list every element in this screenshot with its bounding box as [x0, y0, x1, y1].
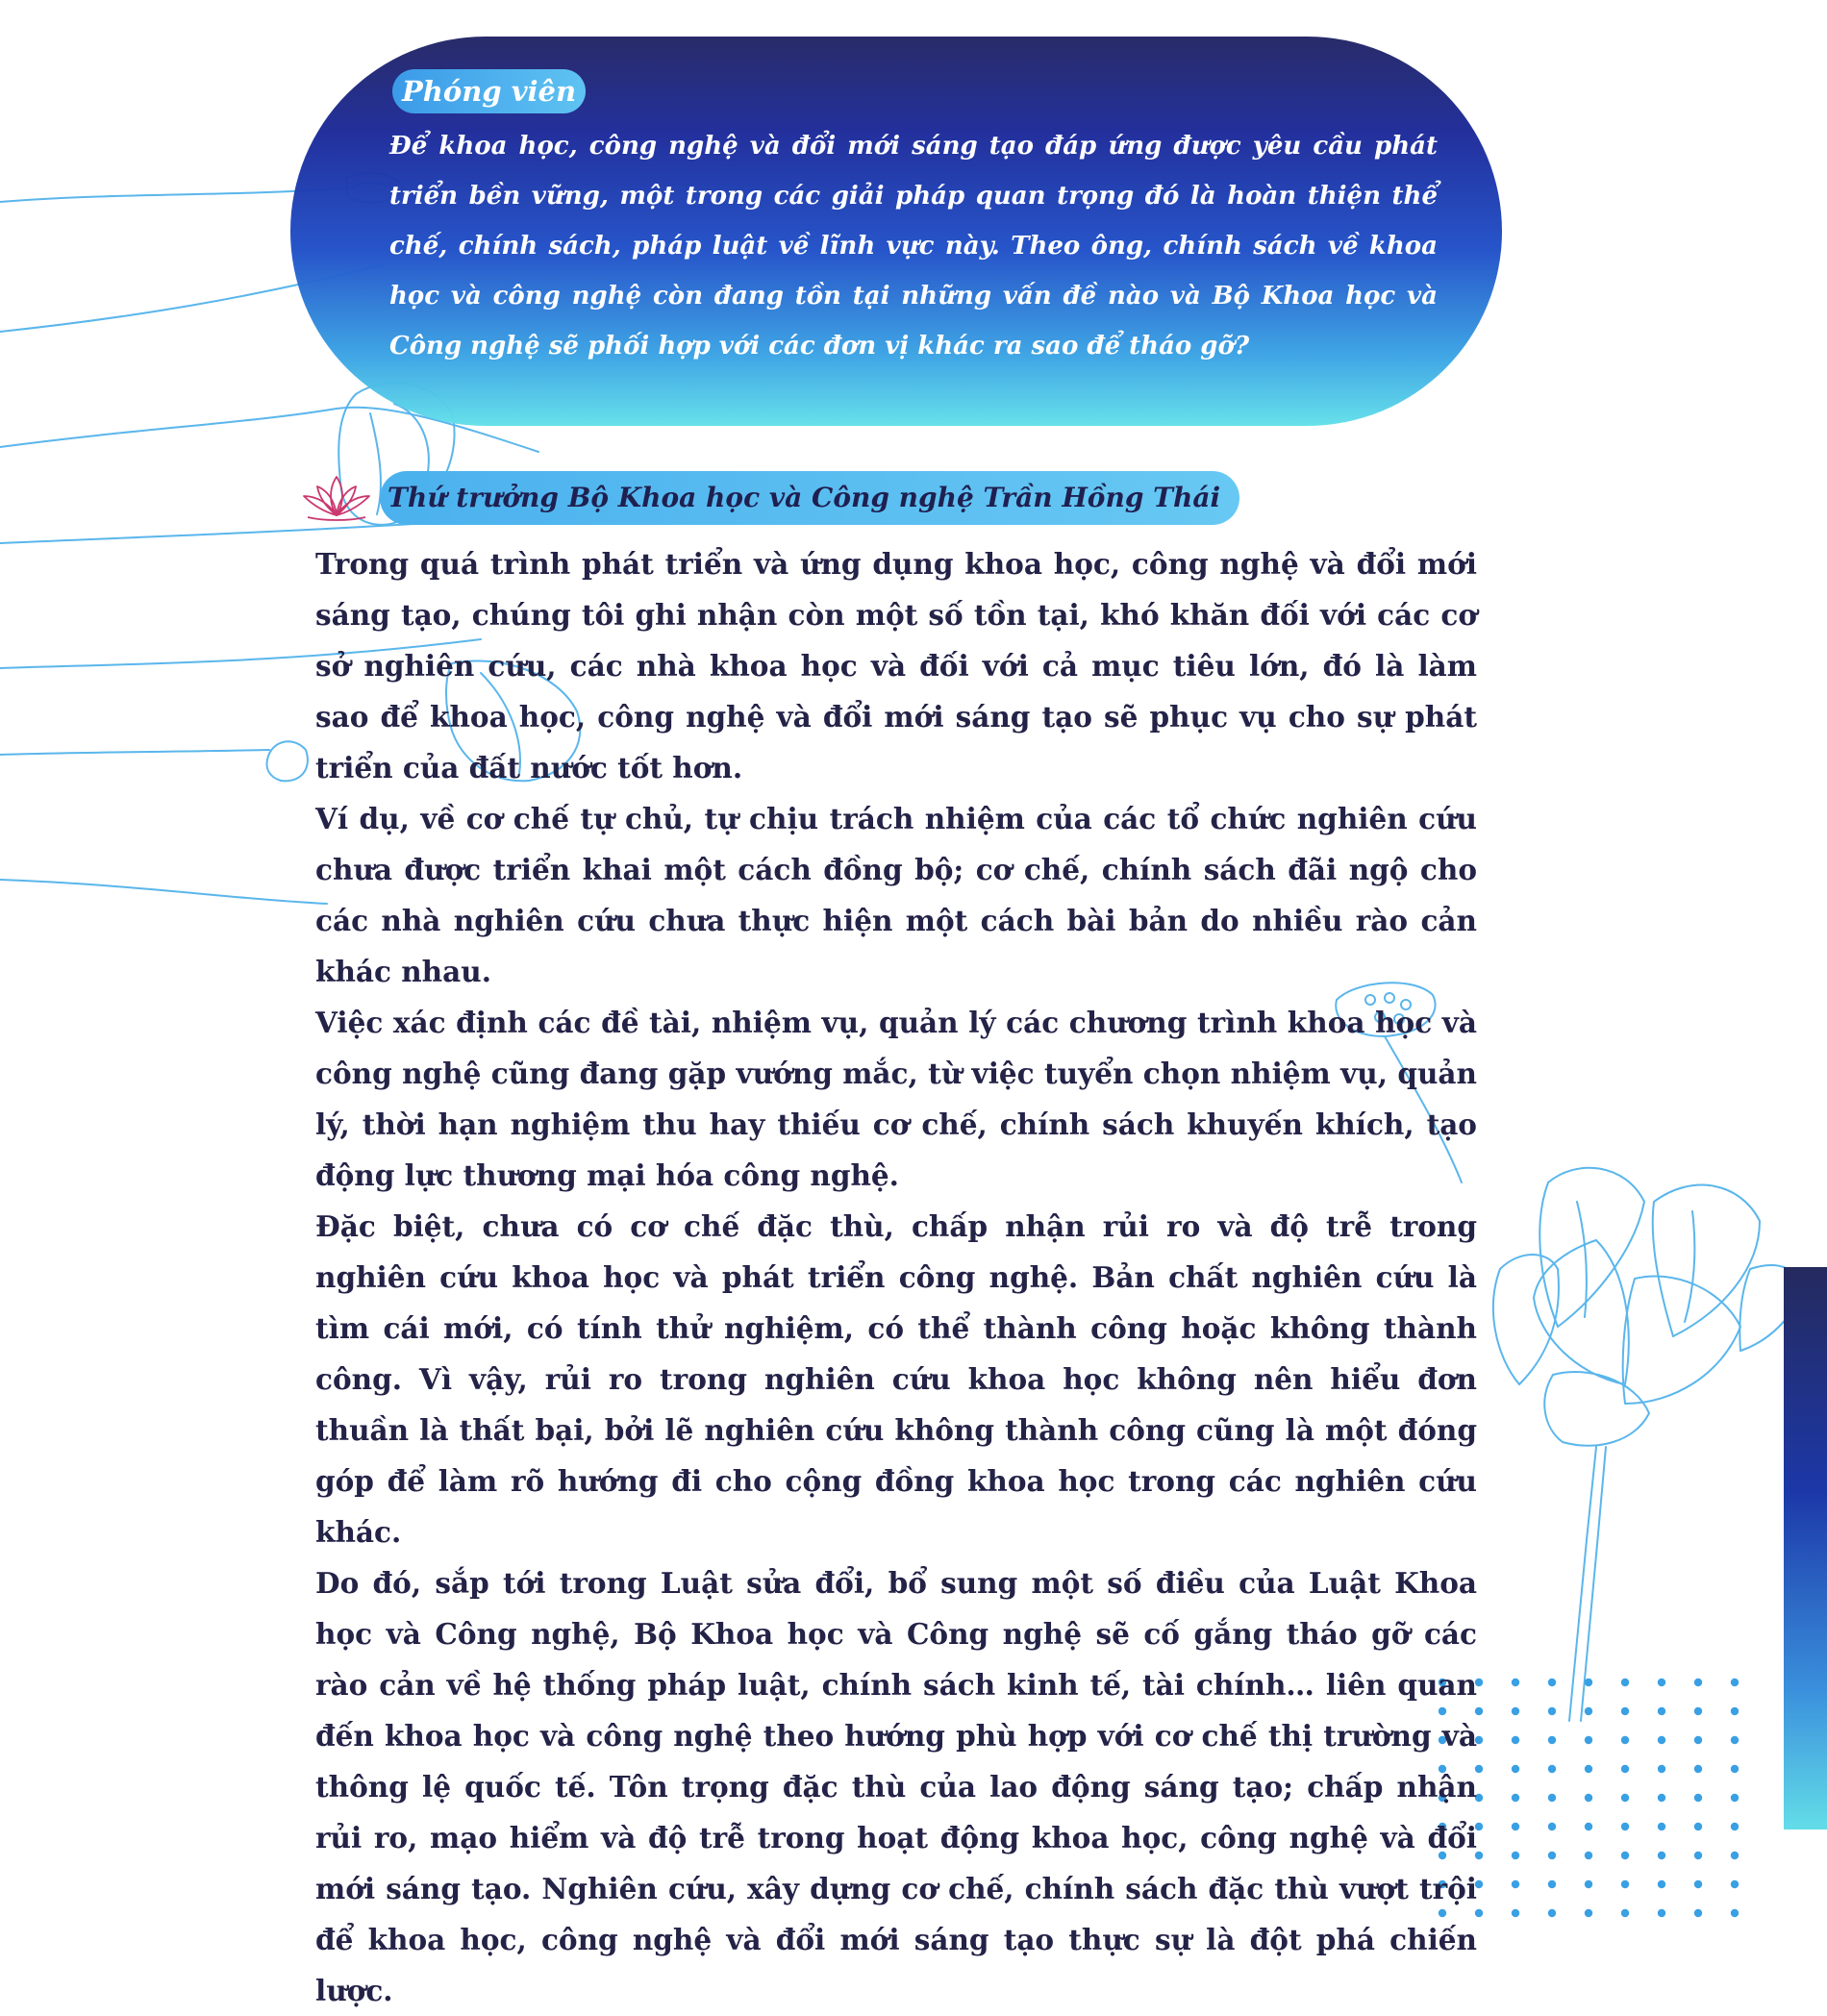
answer-body	[315, 538, 1477, 2016]
grid-dot	[1694, 1765, 1702, 1773]
grid-dot	[1585, 1852, 1592, 1859]
grid-dot	[1548, 1909, 1556, 1917]
grid-dot	[1621, 1679, 1629, 1686]
grid-dot	[1731, 1880, 1739, 1888]
grid-dot	[1731, 1707, 1739, 1715]
grid-dot	[1621, 1880, 1629, 1888]
grid-dot	[1731, 1765, 1739, 1773]
grid-dot	[1731, 1794, 1739, 1802]
grid-dot	[1512, 1765, 1519, 1773]
grid-dot	[1512, 1707, 1519, 1715]
dot-grid	[1439, 1679, 1739, 1917]
grid-dot	[1731, 1679, 1739, 1686]
grid-dot	[1731, 1823, 1739, 1830]
grid-dot	[1658, 1852, 1665, 1859]
grid-dot	[1548, 1736, 1556, 1744]
stem-line	[1581, 1447, 1606, 1721]
grid-dot	[1658, 1823, 1665, 1830]
grid-dot	[1512, 1823, 1519, 1830]
grid-dot	[1621, 1707, 1629, 1715]
grid-dot	[1731, 1736, 1739, 1744]
grid-dot	[1548, 1823, 1556, 1830]
bud-sketch	[267, 741, 308, 781]
grid-dot	[1585, 1736, 1592, 1744]
grid-dot	[1658, 1679, 1665, 1686]
grid-dot	[1512, 1880, 1519, 1888]
grid-dot	[1585, 1823, 1592, 1830]
grid-dot	[1658, 1765, 1665, 1773]
grid-dot	[1694, 1679, 1702, 1686]
answer-paragraph: Việc xác định các đề tài, nhiệm vụ, quản lý các chương trình khoa học và công nghệ cũng đang gặp vướng mắc, từ việc tuyển chọn nhiệm vụ, quản lý, thời hạn nghiệm thu hay thiếu cơ chế, chính sách khuyến khích, tạo động lực thương mại hóa công nghệ.	[315, 1006, 1477, 1192]
grid-dot	[1548, 1765, 1556, 1773]
grid-dot	[1694, 1794, 1702, 1802]
grid-dot	[1585, 1794, 1592, 1802]
grid-dot	[1621, 1852, 1629, 1859]
grid-dot	[1658, 1909, 1665, 1917]
grid-dot	[1658, 1736, 1665, 1744]
question-label: Phóng viên	[392, 69, 586, 113]
grid-dot	[1694, 1880, 1702, 1888]
grid-dot	[1585, 1679, 1592, 1686]
question-text: Để khoa học, công nghệ và đổi mới sáng tạo đáp ứng được yêu cầu phát triển bền vững, một trong các giải pháp quan trọng đó là hoàn thiện thể chế, chính sách, pháp luật về lĩnh vực này. Theo ông, chính sách về khoa học và công nghệ còn đang tồn tại những vấn đề nào và Bộ Khoa học và Công nghệ sẽ phối hợp với các đơn vị khác ra sao để tháo gỡ?	[389, 132, 1438, 361]
side-accent-bar	[1784, 1267, 1827, 1829]
grid-dot	[1621, 1765, 1629, 1773]
stem-line	[0, 750, 269, 755]
stem-line	[1569, 1447, 1596, 1721]
grid-dot	[1658, 1794, 1665, 1802]
answer-paragraph: Đặc biệt, chưa có cơ chế đặc thù, chấp nhận rủi ro và độ trễ trong nghiên cứu khoa học và phát triển công nghệ. Bản chất nghiên cứu là tìm cái mới, có tính thử nghiệm, có thể thành công hoặc không thành công. Vì vậy, rủi ro trong nghiên cứu khoa học không nên hiểu đơn thuần là thất bại, bởi lẽ nghiên cứu không thành công cũng là một đóng góp để làm rõ hướng đi cho cộng đồng khoa học trong các nghiên cứu khác.	[315, 1209, 1477, 1549]
grid-dot	[1585, 1707, 1592, 1715]
grid-dot	[1731, 1852, 1739, 1859]
grid-dot	[1585, 1765, 1592, 1773]
grid-dot	[1548, 1679, 1556, 1686]
grid-dot	[1512, 1679, 1519, 1686]
answer-label: Thứ trưởng Bộ Khoa học và Công nghệ Trần Hồng Thái	[380, 471, 1239, 525]
grid-dot	[1512, 1794, 1519, 1802]
grid-dot	[1621, 1736, 1629, 1744]
grid-dot	[1658, 1707, 1665, 1715]
grid-dot	[1694, 1736, 1702, 1744]
petal-sketch	[1653, 1185, 1760, 1336]
petal-sketch	[1685, 1211, 1694, 1322]
grid-dot	[1694, 1707, 1702, 1715]
answer-paragraph: Trong quá trình phát triển và ứng dụng khoa học, công nghệ và đổi mới sáng tạo, chúng tôi ghi nhận còn một số tồn tại, khó khăn đối với các cơ sở nghiên cứu, các nhà khoa học và đối với cả mục tiêu lớn, đó là làm sao để khoa học, công nghệ và đổi mới sáng tạo sẽ phục vụ cho sự phát triển của đất nước tốt hơn.	[315, 547, 1477, 784]
petal-sketch	[1577, 1202, 1587, 1317]
petal-sketch	[1534, 1240, 1629, 1384]
grid-dot	[1694, 1909, 1702, 1917]
answer-paragraph: Ví dụ, về cơ chế tự chủ, tự chịu trách nhiệm của các tổ chức nghiên cứu chưa được triển khai một cách đồng bộ; cơ chế, chính sách đãi ngộ cho các nhà nghiên cứu chưa thực hiện một cách bài bản do nhiều rào cản khác nhau.	[315, 802, 1477, 988]
grid-dot	[1548, 1794, 1556, 1802]
petal-sketch	[1493, 1255, 1559, 1384]
grid-dot	[1512, 1852, 1519, 1859]
grid-dot	[1585, 1909, 1592, 1917]
grid-dot	[1621, 1794, 1629, 1802]
grid-dot	[1548, 1707, 1556, 1715]
grid-dot	[1548, 1880, 1556, 1888]
petal-sketch	[1623, 1276, 1740, 1404]
petal-sketch	[1544, 1372, 1649, 1446]
grid-dot	[1512, 1736, 1519, 1744]
grid-dot	[1658, 1880, 1665, 1888]
stem-line	[0, 880, 327, 904]
answer-paragraph: Do đó, sắp tới trong Luật sửa đổi, bổ sung một số điều của Luật Khoa học và Công nghệ, Bộ Khoa học và Công nghệ sẽ cố gắng tháo gỡ các rào cản về hệ thống pháp luật, chính sách kinh tế, tài chính… liên quan đến khoa học và công nghệ theo hướng phù hợp với cơ chế thị trường và thông lệ quốc tế. Tôn trọng đặc thù của lao động sáng tạo; chấp nhận rủi ro, mạo hiểm và độ trễ trong hoạt động khoa học, công nghệ và đổi mới sáng tạo. Nghiên cứu, xây dựng cơ chế, chính sách đặc thù vượt trội để khoa học, công nghệ và đổi mới sáng tạo thực sự là đột phá chiến lược.	[315, 1566, 1477, 2007]
grid-dot	[1621, 1823, 1629, 1830]
grid-dot	[1512, 1909, 1519, 1917]
grid-dot	[1694, 1852, 1702, 1859]
grid-dot	[1585, 1880, 1592, 1888]
grid-dot	[1731, 1909, 1739, 1917]
grid-dot	[1621, 1909, 1629, 1917]
lotus-icon	[296, 471, 377, 527]
grid-dot	[1694, 1823, 1702, 1830]
grid-dot	[1548, 1852, 1556, 1859]
